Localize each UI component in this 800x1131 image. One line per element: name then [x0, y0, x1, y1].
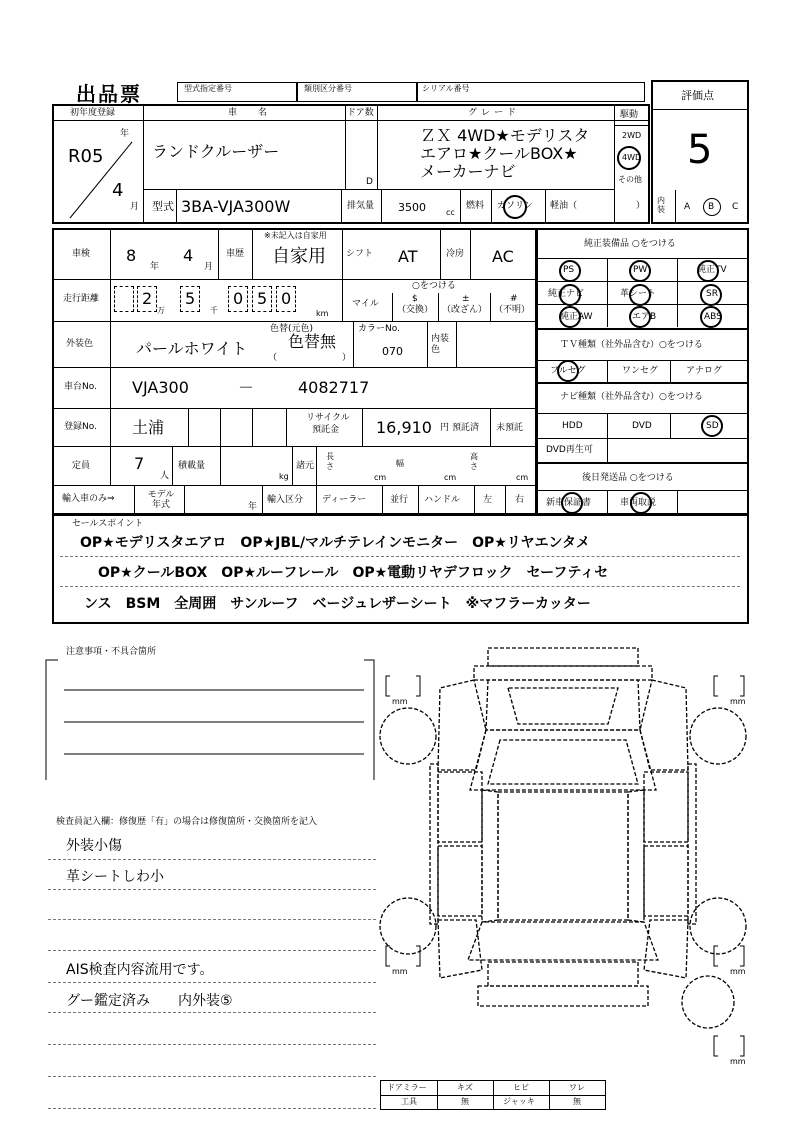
evaluation-score-label: 評価点 — [681, 89, 714, 102]
import-dealer: ディーラー — [322, 495, 367, 505]
shift-value: AT — [398, 247, 418, 266]
color-change-paren-close: ） — [342, 353, 352, 363]
displacement-label: 排気量 — [347, 201, 375, 211]
model-value: 3BA-VJA300W — [181, 197, 291, 216]
inspector-note-2: 革シートしわ小 — [66, 869, 164, 885]
drive-other: その他 — [618, 175, 642, 184]
ac-value: AC — [492, 247, 514, 266]
recycle-unit: 円 — [440, 423, 450, 433]
exterior-color-value: パールホワイト — [136, 339, 248, 358]
tire-unit-front-right: mm — [730, 697, 746, 706]
equip-airbag: エアB — [632, 312, 657, 322]
equip-airbag-circle — [629, 306, 651, 328]
mileage-digit-6: 0 — [276, 286, 296, 312]
equip-pw-circle — [629, 260, 651, 282]
grade-line-3: メーカーナビ — [420, 162, 516, 181]
tv-fullseg: フルセグ — [550, 366, 586, 376]
sales-point-line-2: OP★クールBOX OP★ルーフレール OP★電動リヤデフロック セーフティセ — [98, 565, 609, 581]
inspector-note-3: AIS検査内容流用です。 — [66, 962, 214, 978]
damage-row-jack-value: 無 — [573, 1097, 581, 1106]
notes-frame — [44, 656, 384, 786]
nav-dvd: DVD — [632, 421, 652, 431]
first-reg-year-unit: 年 — [120, 129, 130, 139]
equip-abs: ABS — [704, 312, 722, 322]
equip-leather-circle — [629, 284, 651, 306]
capacity-label: 定員 — [72, 461, 91, 471]
first-reg-slash — [60, 138, 140, 222]
mileage-mile: マイル — [352, 299, 379, 309]
nav-hdd: HDD — [562, 421, 583, 431]
dims-height: 高さ — [470, 452, 478, 472]
grade-line-2: エアロ★クールBOX★ — [420, 144, 578, 163]
sales-point-line-3: ンス BSM 全周囲 サンルーフ ベージュレザーシート ※マフラーカッター — [84, 596, 591, 612]
handle-label: ハンドル — [424, 495, 461, 505]
first-reg-year: R05 — [68, 146, 104, 167]
damage-row-tools-value: 無 — [461, 1097, 469, 1106]
sales-points-label: セールスポイント — [72, 519, 144, 529]
model-label: 型式 — [152, 200, 174, 213]
tv-analog: アナログ — [686, 366, 723, 376]
fuel-diesel: 軽油（ — [550, 201, 578, 211]
docs-warranty-circle — [561, 492, 583, 514]
recycle-value: 16,910 — [376, 418, 432, 437]
first-reg-month: 4 — [112, 180, 124, 201]
registration-label: 登録No. — [64, 422, 97, 432]
interior-grade-c: C — [732, 202, 739, 212]
interior-grade-b-circle — [703, 198, 721, 216]
damage-row-tools: 工具 — [401, 1097, 417, 1106]
mileage-tamper: （改ざん） — [442, 305, 488, 315]
color-change-paren-open: （ — [268, 353, 278, 363]
mileage-exchange: （交換） — [397, 305, 434, 315]
import-model-year-label: モデル年式 — [147, 490, 175, 511]
inspection-label: 車検 — [72, 249, 91, 259]
door-count-unit: D — [366, 177, 373, 187]
dims-label: 諸元 — [296, 461, 315, 471]
handle-right: 右 — [515, 495, 525, 505]
grade-line-1: ＺＸ 4WD★モデリスタ — [420, 126, 590, 145]
inspector-label: 検査員記入欄：修復歴「有」の場合は修復箇所・交換箇所を記入 — [56, 817, 318, 827]
damage-table — [380, 1080, 606, 1110]
recycle-not-deposited: 未預託 — [496, 423, 524, 433]
inspection-month-unit: 月 — [204, 262, 214, 272]
nav-dvd-playback: DVD再生可 — [546, 445, 593, 455]
registration-value: 土浦 — [132, 418, 165, 437]
docs-manual: 車両取説 — [620, 498, 657, 508]
capacity-value: 7 — [134, 454, 145, 473]
history-note: ※未記入は自家用 — [264, 231, 327, 240]
mileage-man-unit: 万 — [157, 306, 165, 315]
mileage-tamper-symbol: ± — [462, 294, 470, 304]
inspector-note-4: グー鑑定済み 内外装⑤ — [66, 993, 233, 1009]
sales-point-line-1: OP★モデリスタエアロ OP★JBL/マルチテレインモニター OP★リヤエンタメ — [80, 535, 590, 551]
nav-title: ナビ種類（社外品含む）○をつける — [560, 392, 703, 402]
docs-warranty: 新車保証書 — [546, 498, 592, 508]
color-code-label: カラーNo. — [358, 324, 400, 334]
chassis-dash: － — [238, 378, 255, 397]
tv-oneseg: ワンセグ — [622, 366, 659, 376]
color-change-value: 色替無 — [288, 332, 337, 351]
recycle-label-2: 預託金 — [312, 425, 340, 435]
mileage-digit-5: 5 — [252, 286, 272, 312]
capacity-unit: 人 — [160, 471, 170, 481]
mileage-digit-2: 2 — [137, 286, 157, 312]
recycle-deposited: 預託済 — [452, 423, 480, 433]
equip-pw: PW — [633, 265, 648, 275]
class-number-field — [297, 82, 417, 102]
import-label: 輸入車のみ⇒ — [62, 494, 115, 504]
tire-unit-front-left: mm — [392, 697, 408, 706]
first-registration-label: 初年度登録 — [70, 108, 116, 118]
mileage-unknown-symbol: # — [510, 294, 518, 304]
interior-grade-b: B — [708, 202, 715, 212]
damage-header-scratch: キズ — [457, 1083, 473, 1092]
damage-header-crack: ヒビ — [513, 1083, 529, 1092]
fuel-gasoline-circle — [503, 195, 527, 219]
dims-length: 長さ — [326, 452, 334, 472]
inspection-year-unit: 年 — [150, 262, 160, 272]
load-label: 積載量 — [178, 461, 206, 471]
nav-sd-circle — [701, 415, 723, 437]
mileage-digit-1 — [114, 286, 134, 312]
first-reg-month-unit: 月 — [130, 202, 140, 212]
tv-title: ＴＶ種類（社外品含む）○をつける — [560, 340, 703, 350]
equip-tv-circle — [697, 260, 719, 282]
form-title: 出品票 — [76, 82, 142, 106]
ac-label: 冷房 — [446, 249, 465, 259]
inspection-month: 4 — [183, 246, 194, 265]
mileage-unknown: （不明） — [494, 305, 531, 315]
drive-label: 駆動 — [620, 110, 639, 120]
mileage-exchange-symbol: $ — [412, 294, 418, 304]
serial-number-field — [417, 82, 645, 102]
door-count-label: ドア数 — [347, 108, 374, 118]
damage-header-mirror: ドアミラー — [387, 1083, 427, 1092]
chassis-prefix: VJA300 — [132, 378, 189, 397]
color-change-label: 色替(元色) — [270, 324, 314, 334]
handle-left: 左 — [483, 495, 493, 505]
equip-sr: SR — [706, 289, 718, 299]
equip-nav: 純正ナビ — [548, 289, 585, 299]
load-unit: kg — [279, 472, 289, 481]
evaluation-score-value: 5 — [687, 127, 713, 173]
equip-leather: 革シート — [620, 289, 657, 299]
mileage-digit-4: 0 — [228, 286, 248, 312]
dims-height-unit: cm — [516, 473, 529, 482]
import-parallel: 並行 — [390, 495, 409, 505]
equip-ps: PS — [563, 265, 575, 275]
car-damage-diagram — [378, 640, 750, 1080]
damage-header-break: ワレ — [569, 1083, 585, 1092]
equip-nav-circle — [559, 284, 581, 306]
equip-aw-circle — [559, 306, 581, 328]
drive-4wd-circle — [617, 146, 641, 170]
drive-2wd: 2WD — [622, 131, 642, 140]
dims-length-unit: cm — [374, 473, 387, 482]
equip-abs-circle — [700, 306, 722, 328]
interior-grade-label: 内装 — [657, 196, 665, 214]
chassis-number: 4082717 — [298, 378, 370, 397]
mileage-mark-note: ○をつける — [412, 281, 456, 291]
drive-4wd: 4WD — [622, 153, 642, 162]
inspection-year: 8 — [126, 246, 137, 265]
mileage-km-unit: km — [316, 309, 329, 318]
grade-label: グレード — [468, 108, 521, 118]
history-value: 自家用 — [272, 246, 326, 267]
equip-ps-circle — [559, 260, 581, 282]
history-label: 車歴 — [226, 249, 245, 259]
notes-title: 注意事項・不具合箇所 — [66, 647, 157, 657]
fuel-diesel-close: ） — [636, 201, 646, 211]
displacement-value: 3500 — [398, 201, 426, 214]
import-year-unit: 年 — [248, 502, 258, 512]
equipment-title: 純正装備品 ○をつける — [584, 239, 676, 249]
car-name-value: ランドクルーザー — [152, 142, 280, 161]
dims-width: 幅 — [396, 459, 404, 468]
model-designation-field — [177, 82, 297, 102]
shift-label: シフト — [346, 249, 374, 259]
chassis-label: 車台No. — [64, 382, 97, 392]
nav-sd: SD — [706, 421, 719, 431]
docs-title: 後日発送品 ○をつける — [582, 473, 674, 483]
displacement-unit: cc — [446, 208, 455, 217]
tv-fullseg-circle — [557, 360, 579, 382]
tire-unit-rear-right: mm — [730, 967, 746, 976]
fuel-label: 燃料 — [466, 201, 485, 211]
mileage-digit-3: 5 — [180, 286, 200, 312]
recycle-label-1: リサイクル — [306, 413, 350, 423]
mileage-sen-unit: 千 — [210, 306, 218, 315]
import-division-label: 輸入区分 — [267, 495, 304, 505]
serial-number-label: シリアル番号 — [422, 84, 470, 93]
damage-row-jack: ジャッキ — [503, 1097, 535, 1106]
mileage-label: 走行距離 — [63, 294, 100, 304]
equip-tv: 純正TV — [697, 265, 727, 275]
interior-color-label: 内装色 — [431, 334, 450, 355]
details-grid — [52, 228, 537, 515]
class-number-label: 類別区分番号 — [304, 84, 352, 93]
color-code-value: 070 — [382, 345, 403, 358]
inspector-note-1: 外装小傷 — [66, 838, 122, 854]
car-name-label: 車 名 — [228, 108, 274, 118]
model-designation-label: 型式指定番号 — [184, 84, 232, 93]
interior-grade-a: A — [684, 202, 691, 212]
equip-aw: 純正AW — [560, 312, 593, 322]
tire-unit-spare: mm — [730, 1057, 746, 1066]
docs-manual-circle — [630, 492, 652, 514]
exterior-color-label: 外装色 — [66, 339, 94, 349]
equip-sr-circle — [700, 284, 722, 306]
dims-width-unit: cm — [444, 473, 457, 482]
fuel-gasoline: ガソリン — [497, 201, 534, 211]
tire-unit-rear-left: mm — [392, 967, 408, 976]
